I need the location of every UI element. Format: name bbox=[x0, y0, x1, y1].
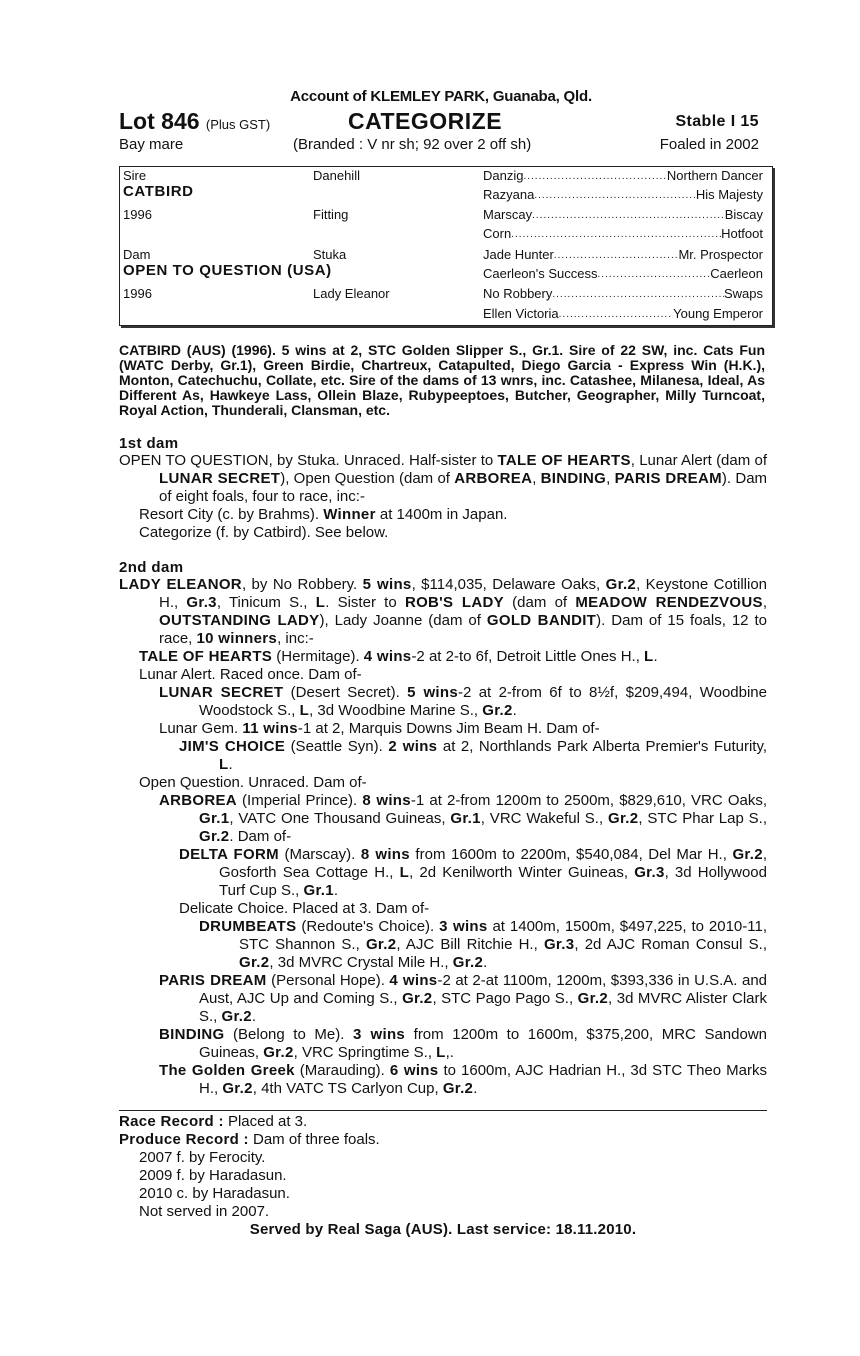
text-run: . bbox=[251, 1008, 257, 1025]
lot-line bbox=[119, 108, 767, 136]
bold-run: Gr.2 bbox=[732, 846, 763, 863]
text-run: , STC Pago Pago S., bbox=[432, 990, 578, 1007]
text-run: (Seattle Syn). bbox=[285, 738, 389, 755]
dam-year: 1996 bbox=[123, 286, 152, 301]
bold-run: OUTSTANDING LADY bbox=[159, 612, 320, 629]
bold-run: BINDING bbox=[159, 1026, 225, 1043]
second-dam-section bbox=[119, 559, 767, 1098]
produce-item: 2010 c. by Haradasun. bbox=[139, 1185, 290, 1202]
gg-right: His Majesty bbox=[695, 187, 763, 202]
text-run: -2 at 2-to 6f, Detroit Little Ones H., bbox=[411, 648, 645, 665]
bold-run: 11 wins bbox=[242, 720, 298, 737]
bold-run: LUNAR SECRET bbox=[159, 684, 284, 701]
sire-label: Sire bbox=[123, 168, 147, 183]
gg-row bbox=[483, 226, 763, 241]
bold-run: L bbox=[436, 1044, 446, 1061]
text-run: , bbox=[606, 470, 615, 487]
gg-row bbox=[483, 286, 763, 301]
bold-run: Gr.2 bbox=[221, 1008, 252, 1025]
bold-run: Gr.2 bbox=[402, 990, 433, 1007]
lot-number bbox=[119, 108, 270, 135]
progeny-entry bbox=[119, 918, 767, 972]
dam-sire: Stuka bbox=[313, 247, 347, 262]
text-run: at 2, Northlands Park Alberta Premier's Futurity, bbox=[437, 738, 767, 755]
sire-name: CATBIRD bbox=[123, 183, 194, 200]
text-run: . Dam of- bbox=[229, 828, 292, 845]
gg-leader bbox=[559, 308, 674, 321]
text-run: (Hermitage). bbox=[272, 648, 364, 665]
sub-line bbox=[119, 136, 767, 158]
bold-run: Gr.2 bbox=[199, 828, 230, 845]
dam-name: OPEN TO QUESTION (USA) bbox=[123, 262, 332, 279]
race-record-value: Placed at 3. bbox=[223, 1113, 308, 1130]
bold-run: GOLD BANDIT bbox=[486, 612, 597, 629]
text-run: , Lunar Alert (dam of bbox=[630, 452, 767, 469]
bold-run: PARIS DREAM bbox=[159, 972, 267, 989]
progeny-entry: Open Question. Unraced. Dam of- bbox=[139, 774, 367, 791]
sire-dam: Fitting bbox=[313, 207, 349, 222]
progeny-entry bbox=[119, 648, 767, 666]
bold-run: ARBOREA bbox=[454, 470, 533, 487]
gg-leader bbox=[534, 189, 696, 202]
bold-run: 3 wins bbox=[439, 918, 488, 935]
text-run: (dam of bbox=[503, 594, 576, 611]
foal-entry: Categorize (f. by Catbird). See below. bbox=[139, 524, 389, 541]
foaled-info: Foaled in 2002 bbox=[659, 136, 759, 153]
bold-run: TALE OF HEARTS bbox=[139, 648, 273, 665]
text-run: , $114,035, Delaware Oaks, bbox=[411, 576, 606, 593]
bold-run: Gr.2 bbox=[482, 702, 513, 719]
text-run: Lunar Gem. bbox=[159, 720, 243, 737]
text-run: , VRC Springtime S., bbox=[293, 1044, 437, 1061]
bold-run: Gr.3 bbox=[186, 594, 217, 611]
gg-right: Biscay bbox=[724, 207, 763, 222]
text-run: , Keystone Cotillion H., bbox=[159, 576, 768, 611]
text-run: . Sister to bbox=[325, 594, 405, 611]
second-dam-text bbox=[119, 576, 767, 648]
gg-leader bbox=[523, 170, 666, 183]
bold-run: Gr.3 bbox=[543, 936, 575, 953]
text-run: , 2d Kenilworth Winter Guineas, bbox=[409, 864, 635, 881]
sire-summary: CATBIRD (AUS) (1996). 5 wins at 2, STC Golden Slipper S., Gr.1. Sire of 22 SW, inc. Cats Fun (WATC Derby, Gr.1), Green Birdie, Chartreux, Catapulted, Diego Garcia - Express Win (H.K.), Monton, Catechuchu, Collate, etc. Sire of the dams of 13 wnrs, inc. Catashee, Milanesa, Ideal, As Different As, Hawkeye Lass, Ollein Blaze, Rubypeeptoes, Butcher, Geographer, Milly Turncoat, Royal Action, Thunderali, Clansman, etc. bbox=[119, 342, 765, 418]
progeny-entry bbox=[119, 720, 767, 738]
text-run: . bbox=[512, 702, 517, 719]
account-line: Account of KLEMLEY PARK, Guanaba, Qld. bbox=[290, 88, 592, 105]
text-run: Resort City (c. by Brahms). bbox=[139, 506, 324, 523]
dam-label: Dam bbox=[123, 247, 151, 262]
text-run: from 1200m to 1600m, $375,200, MRC Sandown Guineas, bbox=[199, 1026, 767, 1061]
bold-run: DELTA FORM bbox=[179, 846, 279, 863]
lot-label: Lot 846 bbox=[119, 108, 200, 134]
race-record-label: Race Record : bbox=[119, 1113, 224, 1130]
gg-row bbox=[483, 247, 763, 262]
bold-run: ARBOREA bbox=[159, 792, 237, 809]
bold-run: LADY ELEANOR bbox=[119, 576, 242, 593]
text-run: (Redoute's Choice). bbox=[296, 918, 440, 935]
text-run: , 2d AJC Roman Consul S., bbox=[574, 936, 767, 953]
gg-right: Hotfoot bbox=[721, 226, 763, 241]
gg-left: No Robbery bbox=[483, 286, 553, 301]
text-run: (Marauding). bbox=[294, 1062, 390, 1079]
foal-entry bbox=[119, 506, 767, 524]
text-run: , 4th VATC TS Carlyon Cup, bbox=[252, 1080, 443, 1097]
bold-run: MEADOW RENDEZVOUS bbox=[575, 594, 763, 611]
text-run: (Marscay). bbox=[278, 846, 361, 863]
lot-note: (Plus GST) bbox=[205, 117, 271, 132]
gg-right: Caerleon bbox=[710, 266, 763, 281]
bold-run: Gr.2 bbox=[577, 990, 609, 1007]
gg-right: Mr. Prospector bbox=[678, 247, 763, 262]
progeny-entry bbox=[119, 1062, 767, 1098]
text-run: at 1400m in Japan. bbox=[375, 506, 508, 523]
text-run: ). Dam of 15 foals, 12 to race, bbox=[159, 612, 768, 647]
text-run: -1 at 2-from 1200m to 2500m, $829,610, VRC Oaks, bbox=[410, 792, 768, 809]
gg-row bbox=[483, 266, 763, 281]
bold-run: TALE OF HEARTS bbox=[497, 452, 631, 469]
bold-run: 6 wins bbox=[389, 1062, 439, 1079]
text-run: , by No Robbery. bbox=[241, 576, 363, 593]
bold-run: L bbox=[219, 756, 229, 773]
text-run: (Belong to Me). bbox=[224, 1026, 353, 1043]
text-run: ). Dam of eight foals, four to race, inc:- bbox=[159, 470, 768, 505]
bold-run: 3 wins bbox=[352, 1026, 406, 1043]
gg-leader bbox=[597, 268, 710, 281]
gg-row bbox=[483, 306, 763, 321]
text-run: . bbox=[483, 954, 488, 971]
dam-dam: Lady Eleanor bbox=[313, 286, 390, 301]
bold-run: 4 wins bbox=[389, 972, 438, 989]
sire-year: 1996 bbox=[123, 207, 152, 222]
produce-record-label: Produce Record : bbox=[119, 1131, 249, 1148]
bold-run: Gr.2 bbox=[263, 1044, 294, 1061]
gg-left: Jade Hunter bbox=[483, 247, 554, 262]
text-run: , Tinicum S., bbox=[216, 594, 316, 611]
bold-run: 8 wins bbox=[360, 846, 410, 863]
text-run: . bbox=[333, 882, 339, 899]
text-run: , 3d Woodbine Marine S., bbox=[309, 702, 483, 719]
gg-right: Swaps bbox=[723, 286, 763, 301]
text-run: , AJC Bill Ritchie H., bbox=[396, 936, 544, 953]
gg-leader bbox=[554, 249, 679, 262]
progeny-entry: Lunar Alert. Raced once. Dam of- bbox=[139, 666, 362, 683]
text-run: at 1400m, 1500m, $497,225, to 2010-11, STC Shannon S., bbox=[239, 918, 767, 953]
text-run: , 3d MVRC Crystal Mile H., bbox=[269, 954, 453, 971]
bold-run: JIM'S CHOICE bbox=[179, 738, 286, 755]
text-run: . bbox=[473, 1080, 478, 1097]
gg-row bbox=[483, 187, 763, 202]
bold-run: 10 winners bbox=[196, 630, 278, 647]
bold-run: Gr.1 bbox=[303, 882, 334, 899]
progeny-entry bbox=[119, 972, 767, 1026]
progeny-entry bbox=[119, 684, 767, 720]
bold-run: L bbox=[399, 864, 410, 881]
gg-left: Caerleon's Success bbox=[483, 266, 598, 281]
text-run: (Imperial Prince). bbox=[236, 792, 363, 809]
progeny-entry bbox=[119, 738, 767, 774]
served-note: Served by Real Saga (AUS). Last service: 18.11.2010. bbox=[249, 1221, 637, 1238]
gg-leader bbox=[532, 209, 725, 222]
gg-left: Razyana bbox=[483, 187, 535, 202]
text-run: , Gosforth Sea Cottage H., bbox=[219, 846, 768, 881]
text-run: ,. bbox=[445, 1044, 454, 1061]
bold-run: 2 wins bbox=[388, 738, 438, 755]
bold-run: LUNAR SECRET bbox=[159, 470, 281, 487]
sire-sire: Danehill bbox=[313, 168, 360, 183]
bold-run: 4 wins bbox=[363, 648, 412, 665]
second-dam-heading: 2nd dam bbox=[119, 559, 184, 576]
produce-item: 2007 f. by Ferocity. bbox=[139, 1149, 266, 1166]
bold-run: 8 wins bbox=[362, 792, 411, 809]
gg-leader bbox=[511, 228, 721, 241]
horse-description: Bay mare bbox=[119, 136, 184, 153]
gg-left: Marscay bbox=[483, 207, 533, 222]
bold-run: Gr.3 bbox=[634, 864, 665, 881]
text-run: to 1600m, AJC Hadrian H., 3d STC Theo Marks H., bbox=[199, 1062, 767, 1097]
produce-item: 2009 f. by Haradasun. bbox=[139, 1167, 287, 1184]
produce-record bbox=[119, 1131, 767, 1149]
produce-record-value: Dam of three foals. bbox=[248, 1131, 380, 1148]
text-run: (Personal Hope). bbox=[266, 972, 390, 989]
horse-name: CATEGORIZE bbox=[348, 108, 503, 134]
gg-left: Danzig bbox=[483, 168, 524, 183]
gg-row bbox=[483, 168, 763, 183]
progeny-entry bbox=[119, 846, 767, 900]
gg-row bbox=[483, 207, 763, 222]
text-run: , STC Phar Lap S., bbox=[638, 810, 767, 827]
text-run: , inc:- bbox=[277, 630, 314, 647]
text-run: -2 at 2-from 6f to 8½f, $209,494, Woodbine Woodstock S., bbox=[199, 684, 767, 719]
bold-run: L bbox=[644, 648, 654, 665]
bold-run: Gr.2 bbox=[239, 954, 270, 971]
bold-run: ROB'S LADY bbox=[404, 594, 504, 611]
bold-run: BINDING bbox=[540, 470, 607, 487]
text-run: , 3d Hollywood Turf Cup S., bbox=[219, 864, 767, 899]
bold-run: DRUMBEATS bbox=[199, 918, 297, 935]
bold-run: L bbox=[299, 702, 310, 719]
bold-run: PARIS DREAM bbox=[614, 470, 722, 487]
bold-run: 5 wins bbox=[407, 684, 458, 701]
text-run: ), Lady Joanne (dam of bbox=[319, 612, 487, 629]
bold-run: L bbox=[315, 594, 326, 611]
stable-number: Stable I 15 bbox=[675, 113, 759, 130]
bold-run: Gr.2 bbox=[365, 936, 397, 953]
bold-run: Winner bbox=[323, 506, 376, 523]
text-run: . bbox=[228, 756, 233, 773]
bold-run: Gr.1 bbox=[199, 810, 230, 827]
brand-info: (Branded : V nr sh; 92 over 2 off sh) bbox=[293, 136, 532, 153]
gg-left: Corn bbox=[483, 226, 512, 241]
produce-item: Not served in 2007. bbox=[139, 1203, 270, 1220]
text-run: -2 at 2-at 1100m, 1200m, $393,336 in U.S.A. and Aust, AJC Up and Coming S., bbox=[199, 972, 767, 1007]
gg-right: Young Emperor bbox=[673, 306, 763, 321]
bold-run: 5 wins bbox=[362, 576, 412, 593]
first-dam-section bbox=[119, 435, 767, 542]
bold-run: Gr.2 bbox=[442, 1080, 474, 1097]
race-record bbox=[119, 1113, 767, 1131]
catalogue-page bbox=[119, 88, 767, 1238]
text-run: , VATC One Thousand Guineas, bbox=[229, 810, 451, 827]
text-run: (Desert Secret). bbox=[283, 684, 408, 701]
text-run: , bbox=[762, 594, 768, 611]
gg-right: Northern Dancer bbox=[666, 168, 763, 183]
text-run: -1 at 2, Marquis Downs Jim Beam H. Dam of- bbox=[297, 720, 600, 737]
bold-run: Gr.2 bbox=[605, 576, 637, 593]
bold-run: Gr.2 bbox=[222, 1080, 253, 1097]
progeny-entry bbox=[119, 792, 767, 846]
text-run: , 3d MVRC Alister Clark S., bbox=[199, 990, 767, 1025]
text-run: . bbox=[653, 648, 658, 665]
bold-run: Gr.2 bbox=[452, 954, 484, 971]
text-run: , bbox=[532, 470, 541, 487]
bold-run: The Golden Greek bbox=[159, 1062, 295, 1079]
text-run: from 1600m to 2200m, $540,084, Del Mar H., bbox=[409, 846, 733, 863]
text-run: , VRC Wakeful S., bbox=[480, 810, 608, 827]
progeny-entry bbox=[119, 1026, 767, 1062]
first-dam-heading: 1st dam bbox=[119, 435, 179, 452]
pedigree-table bbox=[119, 166, 773, 326]
gg-left: Ellen Victoria bbox=[483, 306, 559, 321]
bold-run: Gr.2 bbox=[608, 810, 639, 827]
bold-run: Gr.1 bbox=[450, 810, 481, 827]
section-divider bbox=[119, 1110, 767, 1111]
first-dam-text bbox=[119, 452, 767, 506]
gg-leader bbox=[552, 288, 724, 301]
text-run: ), Open Question (dam of bbox=[280, 470, 455, 487]
text-run: OPEN TO QUESTION, by Stuka. Unraced. Half-sister to bbox=[119, 452, 498, 469]
progeny-entry: Delicate Choice. Placed at 3. Dam of- bbox=[179, 900, 430, 917]
